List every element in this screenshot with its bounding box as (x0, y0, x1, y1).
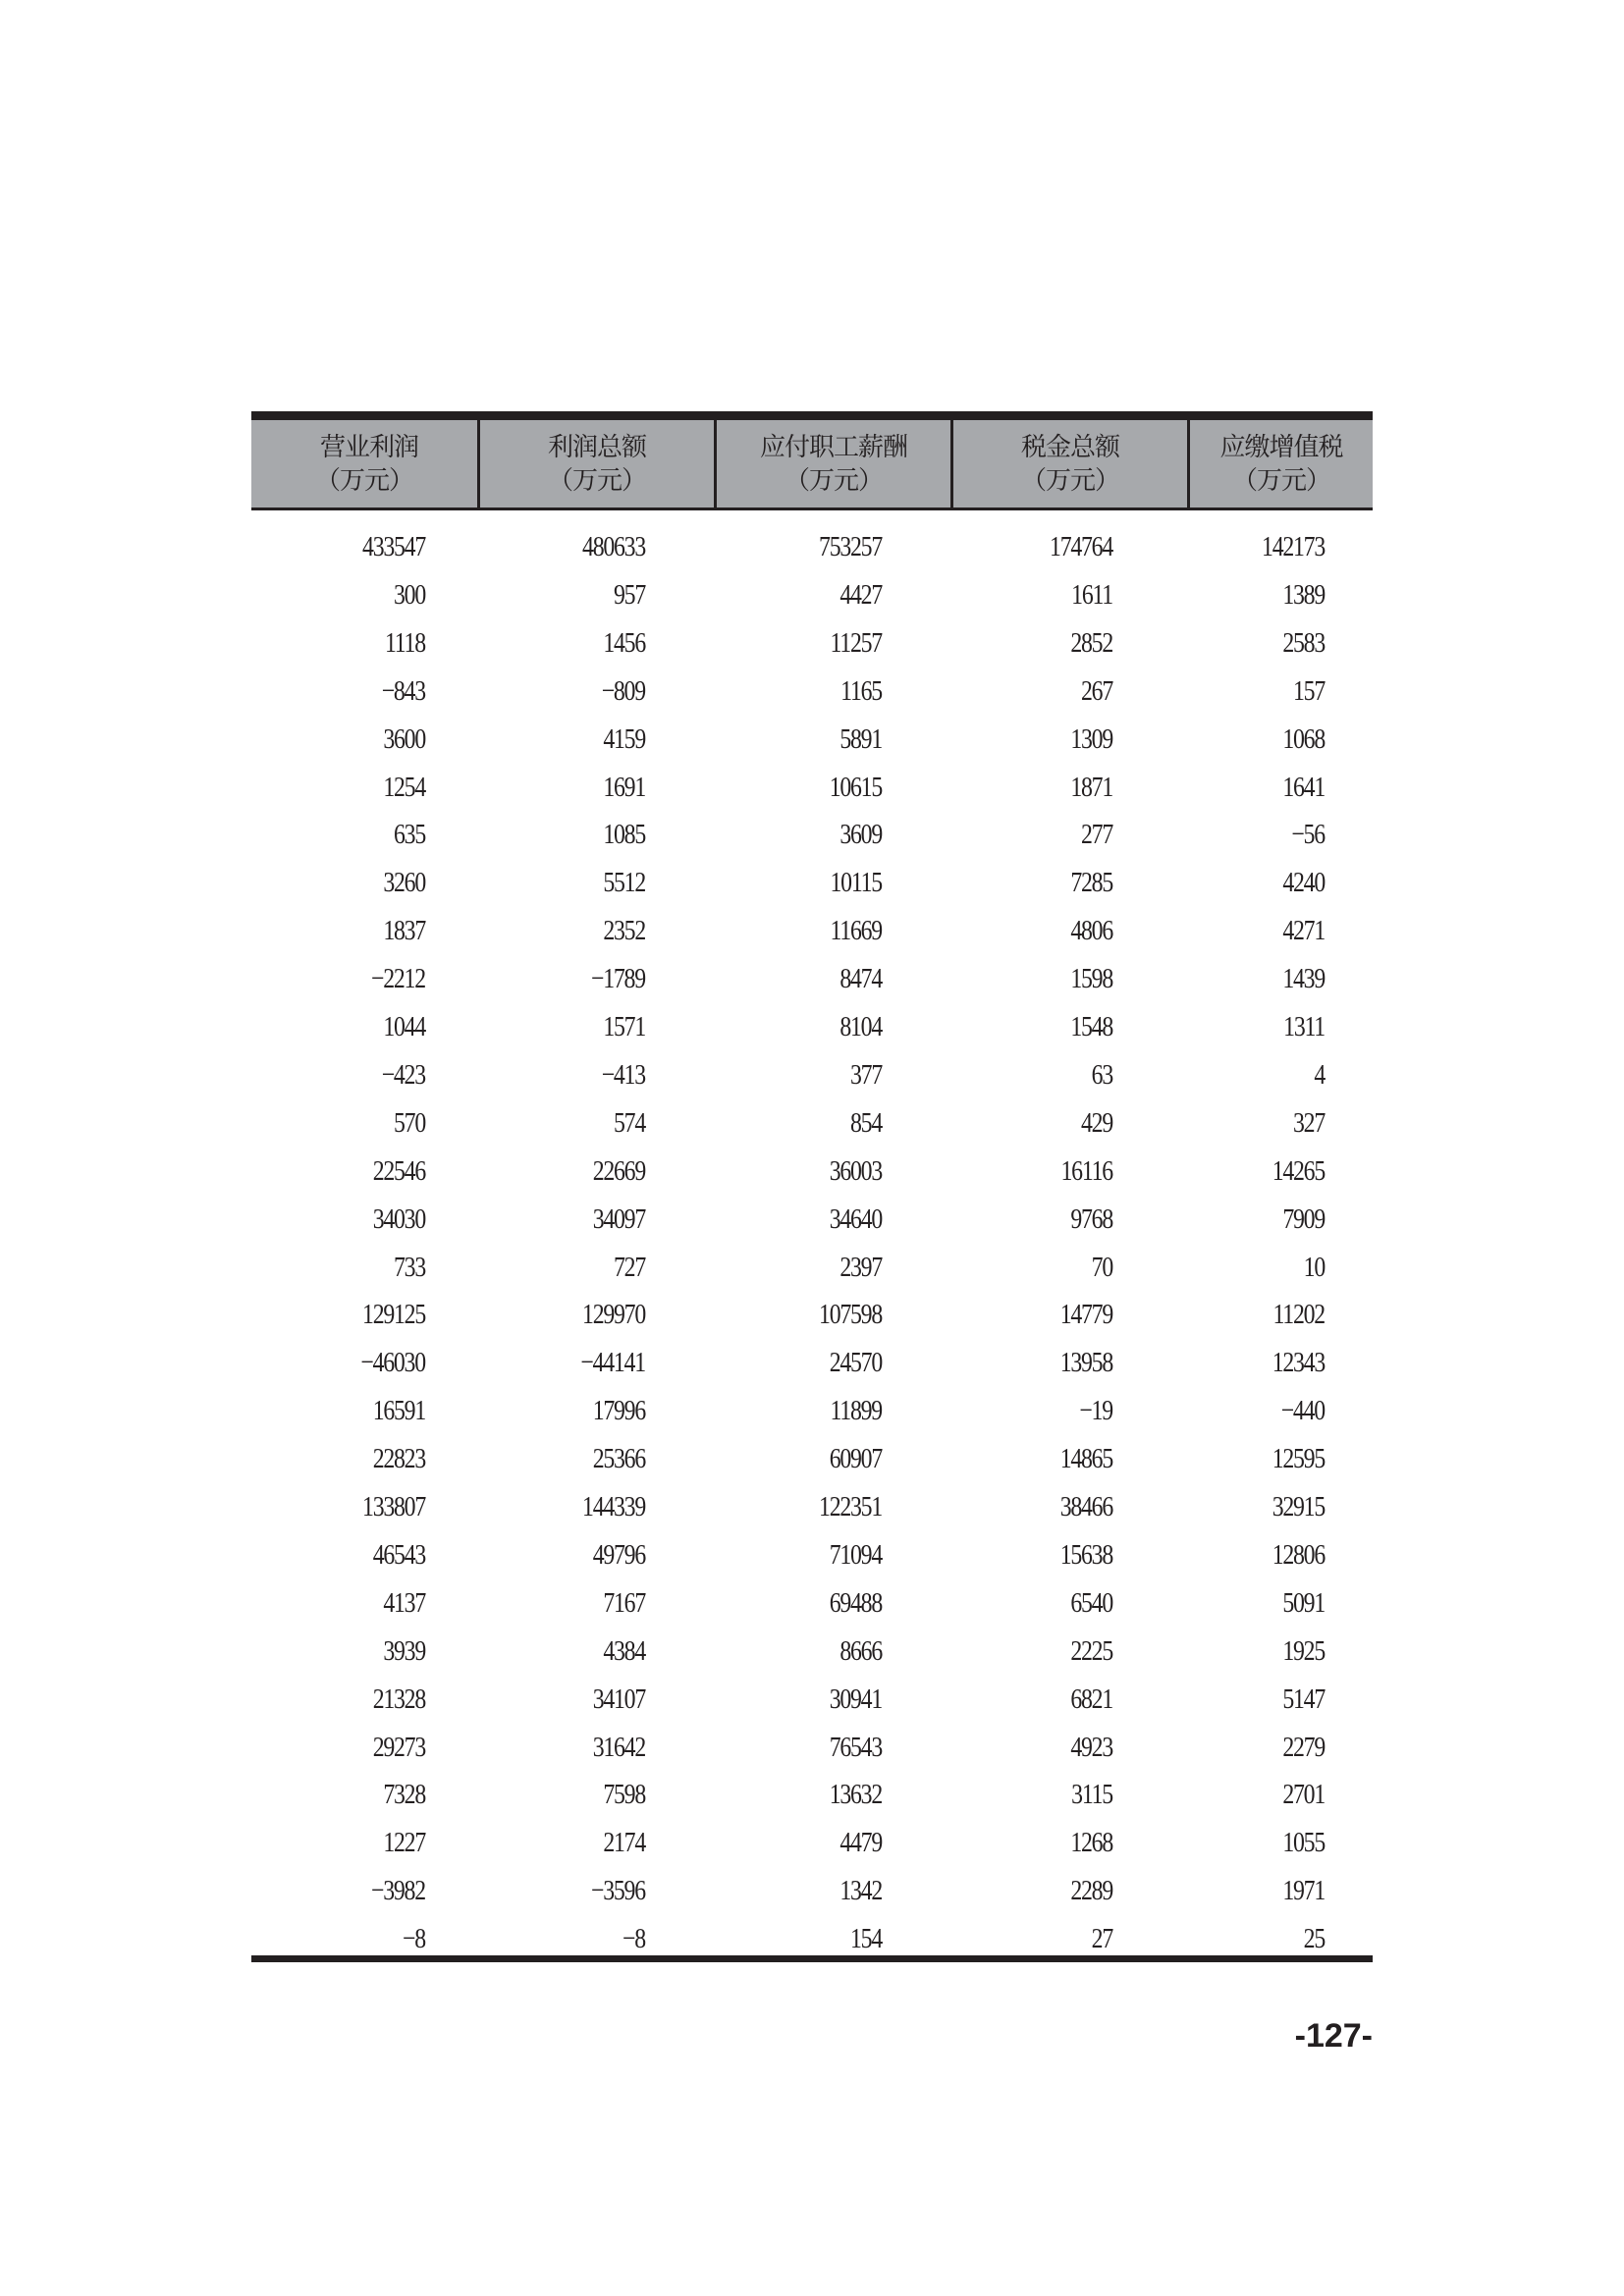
table-cell: 2174 (603, 1827, 645, 1859)
table-cell: 8474 (839, 963, 882, 995)
table-row (251, 1435, 1373, 1483)
table-cell: 144339 (582, 1491, 645, 1522)
table-cell: 4271 (1282, 915, 1325, 947)
table-cell: 7909 (1282, 1202, 1325, 1235)
table-cell: 1548 (1070, 1011, 1112, 1042)
table-cell: 13958 (1059, 1347, 1112, 1379)
table-cell: 11899 (830, 1395, 882, 1427)
table-row (251, 1483, 1373, 1531)
table-cell: 5091 (1282, 1586, 1325, 1619)
table-row (251, 1676, 1373, 1724)
table-cell: 7598 (603, 1779, 645, 1811)
table-cell: 10 (1303, 1251, 1325, 1283)
table-cell: 1925 (1282, 1634, 1325, 1667)
table-cell: 7167 (603, 1586, 645, 1619)
table-cell: 16116 (1060, 1154, 1112, 1187)
table-cell: 3939 (383, 1634, 425, 1667)
table-cell: 129125 (362, 1299, 425, 1331)
table-cell: −44141 (580, 1347, 645, 1379)
table-body (251, 510, 1373, 1954)
table-cell: 34030 (372, 1202, 425, 1235)
table-cell: 107598 (819, 1299, 882, 1331)
table-cell: 142173 (1262, 531, 1325, 562)
table-cell: 12343 (1272, 1347, 1325, 1379)
table-cell: −423 (381, 1058, 425, 1091)
header-title: 营业利润 (319, 432, 418, 462)
table-cell: 1456 (603, 626, 645, 659)
table-cell: 2352 (603, 915, 645, 947)
table-cell: 30941 (829, 1682, 882, 1715)
table-cell: 4 (1314, 1058, 1325, 1091)
table-cell: 2397 (839, 1251, 882, 1283)
table-row (251, 716, 1373, 764)
header-unit: （万元） (1020, 465, 1119, 496)
table-cell: 70 (1091, 1251, 1112, 1283)
table-cell: −2212 (371, 963, 425, 995)
table-row (251, 1244, 1373, 1292)
table-cell: 25 (1303, 1923, 1325, 1955)
table-row (251, 907, 1373, 955)
table-cell: 570 (394, 1106, 425, 1139)
table-cell: 31642 (592, 1731, 645, 1763)
table-cell: 154 (850, 1923, 882, 1955)
table-cell: 327 (1293, 1106, 1325, 1139)
table-cell: 1085 (603, 819, 645, 851)
table-cell: 10115 (830, 867, 882, 899)
table-cell: −3982 (371, 1875, 425, 1907)
table-cell: 4923 (1070, 1731, 1112, 1763)
table-cell: 21328 (372, 1682, 425, 1715)
table-cell: 1309 (1070, 722, 1112, 755)
table-cell: 8104 (839, 1011, 882, 1042)
table-row (251, 764, 1373, 812)
table-cell: 1055 (1282, 1827, 1325, 1859)
table-cell: 25366 (592, 1443, 645, 1475)
table-cell: 1439 (1282, 963, 1325, 995)
table-row (251, 1724, 1373, 1772)
table-cell: 2852 (1070, 626, 1112, 659)
header-vat-payable (1190, 420, 1373, 507)
table-cell: 22823 (372, 1443, 425, 1475)
table-cell: 635 (394, 819, 425, 851)
table-cell: −46030 (360, 1347, 425, 1379)
table-cell: 12806 (1272, 1538, 1325, 1571)
table-cell: 4137 (383, 1586, 425, 1619)
table-cell: 2225 (1070, 1634, 1112, 1667)
table-cell: 63 (1091, 1058, 1112, 1091)
table-cell: −56 (1291, 819, 1325, 851)
table-cell: 1227 (383, 1827, 425, 1859)
table-cell: 300 (394, 578, 425, 611)
table-row (251, 1196, 1373, 1244)
table-cell: 1118 (385, 626, 425, 659)
table-cell: 17996 (592, 1395, 645, 1427)
table-cell: 174764 (1050, 531, 1112, 562)
table-cell: 13632 (829, 1779, 882, 1811)
header-unit: （万元） (314, 465, 413, 496)
table-cell: 480633 (582, 531, 645, 562)
table-row (251, 1771, 1373, 1819)
table-row (251, 955, 1373, 1003)
table-cell: 753257 (819, 531, 882, 562)
table-row (251, 1819, 1373, 1867)
table-cell: 1389 (1282, 578, 1325, 611)
table-cell: 1268 (1070, 1827, 1112, 1859)
table-cell: 7328 (383, 1779, 425, 1811)
table-cell: 5891 (839, 722, 882, 755)
table-cell: 8666 (839, 1634, 882, 1667)
table-row (251, 811, 1373, 859)
table-row (251, 1867, 1373, 1915)
header-total-profit (480, 420, 717, 507)
table-cell: 14265 (1272, 1154, 1325, 1187)
table-cell: 4159 (603, 722, 645, 755)
table-cell: 29273 (372, 1731, 425, 1763)
table-cell: 1598 (1070, 963, 1112, 995)
table-cell: 1068 (1282, 722, 1325, 755)
table-cell: 14779 (1059, 1299, 1112, 1331)
table-cell: 34640 (829, 1202, 882, 1235)
table-row (251, 1339, 1373, 1387)
header-unit: （万元） (784, 465, 883, 496)
top-rule (251, 411, 1373, 420)
table-cell: 49796 (592, 1538, 645, 1571)
table-cell: 574 (614, 1106, 645, 1139)
table-cell: 1691 (603, 771, 645, 803)
table-row (251, 571, 1373, 619)
table-cell: 46543 (372, 1538, 425, 1571)
data-table (251, 411, 1373, 1954)
table-row (251, 1003, 1373, 1051)
table-cell: 5147 (1282, 1682, 1325, 1715)
header-unit: （万元） (1231, 465, 1330, 496)
table-cell: 277 (1081, 819, 1112, 851)
table-cell: 60907 (829, 1443, 882, 1475)
table-cell: 4427 (839, 578, 882, 611)
header-title: 税金总额 (1020, 432, 1119, 462)
table-cell: 727 (614, 1251, 645, 1283)
bottom-rule (251, 1955, 1373, 1962)
table-cell: 3609 (839, 819, 882, 851)
table-cell: 2583 (1282, 626, 1325, 659)
table-cell: 1641 (1282, 771, 1325, 803)
table-cell: 1837 (383, 915, 425, 947)
table-cell: 16591 (372, 1395, 425, 1427)
table-cell: 1311 (1283, 1011, 1325, 1042)
table-cell: −3596 (591, 1875, 645, 1907)
header-title: 利润总额 (547, 432, 646, 462)
table-cell: 10615 (829, 771, 882, 803)
table-cell: 7285 (1070, 867, 1112, 899)
header-title: 应付职工薪酬 (759, 432, 907, 462)
table-cell: 4384 (603, 1634, 645, 1667)
table-cell: 24570 (829, 1347, 882, 1379)
table-cell: 32915 (1272, 1491, 1325, 1522)
table-row (251, 1628, 1373, 1676)
header-title: 应缴增值税 (1219, 432, 1343, 462)
table-cell: 1165 (840, 674, 882, 707)
table-row (251, 1148, 1373, 1196)
table-cell: 957 (614, 578, 645, 611)
table-cell: 4479 (839, 1827, 882, 1859)
table-cell: 11669 (830, 915, 882, 947)
table-cell: 267 (1081, 674, 1112, 707)
header-operating-profit (251, 420, 480, 507)
table-cell: −1789 (591, 963, 645, 995)
table-cell: −809 (601, 674, 645, 707)
table-row (251, 1051, 1373, 1099)
table-cell: 22669 (592, 1154, 645, 1187)
table-row (251, 1099, 1373, 1148)
table-row (251, 1291, 1373, 1339)
header-unit: （万元） (547, 465, 646, 496)
table-row (251, 1579, 1373, 1628)
table-cell: −843 (381, 674, 425, 707)
table-cell: 34107 (592, 1682, 645, 1715)
table-cell: 1044 (383, 1011, 425, 1042)
table-cell: 11257 (830, 626, 882, 659)
table-cell: −8 (623, 1923, 645, 1955)
table-cell: 69488 (829, 1586, 882, 1619)
table-cell: 3115 (1071, 1779, 1112, 1811)
table-cell: 1871 (1070, 771, 1112, 803)
table-cell: 433547 (362, 531, 425, 562)
table-row (251, 1387, 1373, 1435)
table-cell: 3600 (383, 722, 425, 755)
table-cell: 3260 (383, 867, 425, 899)
table-cell: 12595 (1272, 1443, 1325, 1475)
table-row (251, 619, 1373, 667)
table-cell: 38466 (1059, 1491, 1112, 1522)
table-cell: 4806 (1070, 915, 1112, 947)
table-cell: 122351 (819, 1491, 882, 1522)
table-cell: 429 (1081, 1106, 1112, 1139)
table-cell: 377 (850, 1058, 882, 1091)
table-cell: 36003 (829, 1154, 882, 1187)
table-row (251, 523, 1373, 571)
table-cell: 6821 (1070, 1682, 1112, 1715)
table-cell: 733 (394, 1251, 425, 1283)
table-cell: 2289 (1070, 1875, 1112, 1907)
table-cell: 1971 (1282, 1875, 1325, 1907)
table-cell: 34097 (592, 1202, 645, 1235)
table-cell: 129970 (582, 1299, 645, 1331)
table-cell: 1571 (603, 1011, 645, 1042)
table-cell: 71094 (829, 1538, 882, 1571)
table-cell: −440 (1280, 1395, 1325, 1427)
table-cell: −413 (601, 1058, 645, 1091)
table-cell: 5512 (603, 867, 645, 899)
table-cell: 2279 (1282, 1731, 1325, 1763)
table-cell: 6540 (1070, 1586, 1112, 1619)
table-cell: 854 (850, 1106, 882, 1139)
table-cell: 27 (1091, 1923, 1112, 1955)
table-row (251, 1531, 1373, 1579)
table-cell: 1342 (839, 1875, 882, 1907)
table-cell: 1254 (383, 771, 425, 803)
header-total-tax (953, 420, 1190, 507)
table-cell: −19 (1079, 1395, 1112, 1427)
table-cell: 9768 (1070, 1202, 1112, 1235)
table-cell: 11202 (1272, 1299, 1325, 1331)
table-cell: 22546 (372, 1154, 425, 1187)
table-cell: 4240 (1282, 867, 1325, 899)
table-cell: 14865 (1059, 1443, 1112, 1475)
table-cell: 1611 (1071, 578, 1112, 611)
page-number: -127- (1294, 2017, 1373, 2055)
table-cell: 157 (1293, 674, 1325, 707)
table-cell: 133807 (362, 1491, 425, 1522)
table-cell: 2701 (1282, 1779, 1325, 1811)
table-cell: −8 (403, 1923, 425, 1955)
table-cell: 15638 (1059, 1538, 1112, 1571)
table-cell: 76543 (829, 1731, 882, 1763)
table-row (251, 859, 1373, 907)
table-header (251, 420, 1373, 510)
header-payable-wages (717, 420, 953, 507)
table-row (251, 667, 1373, 716)
